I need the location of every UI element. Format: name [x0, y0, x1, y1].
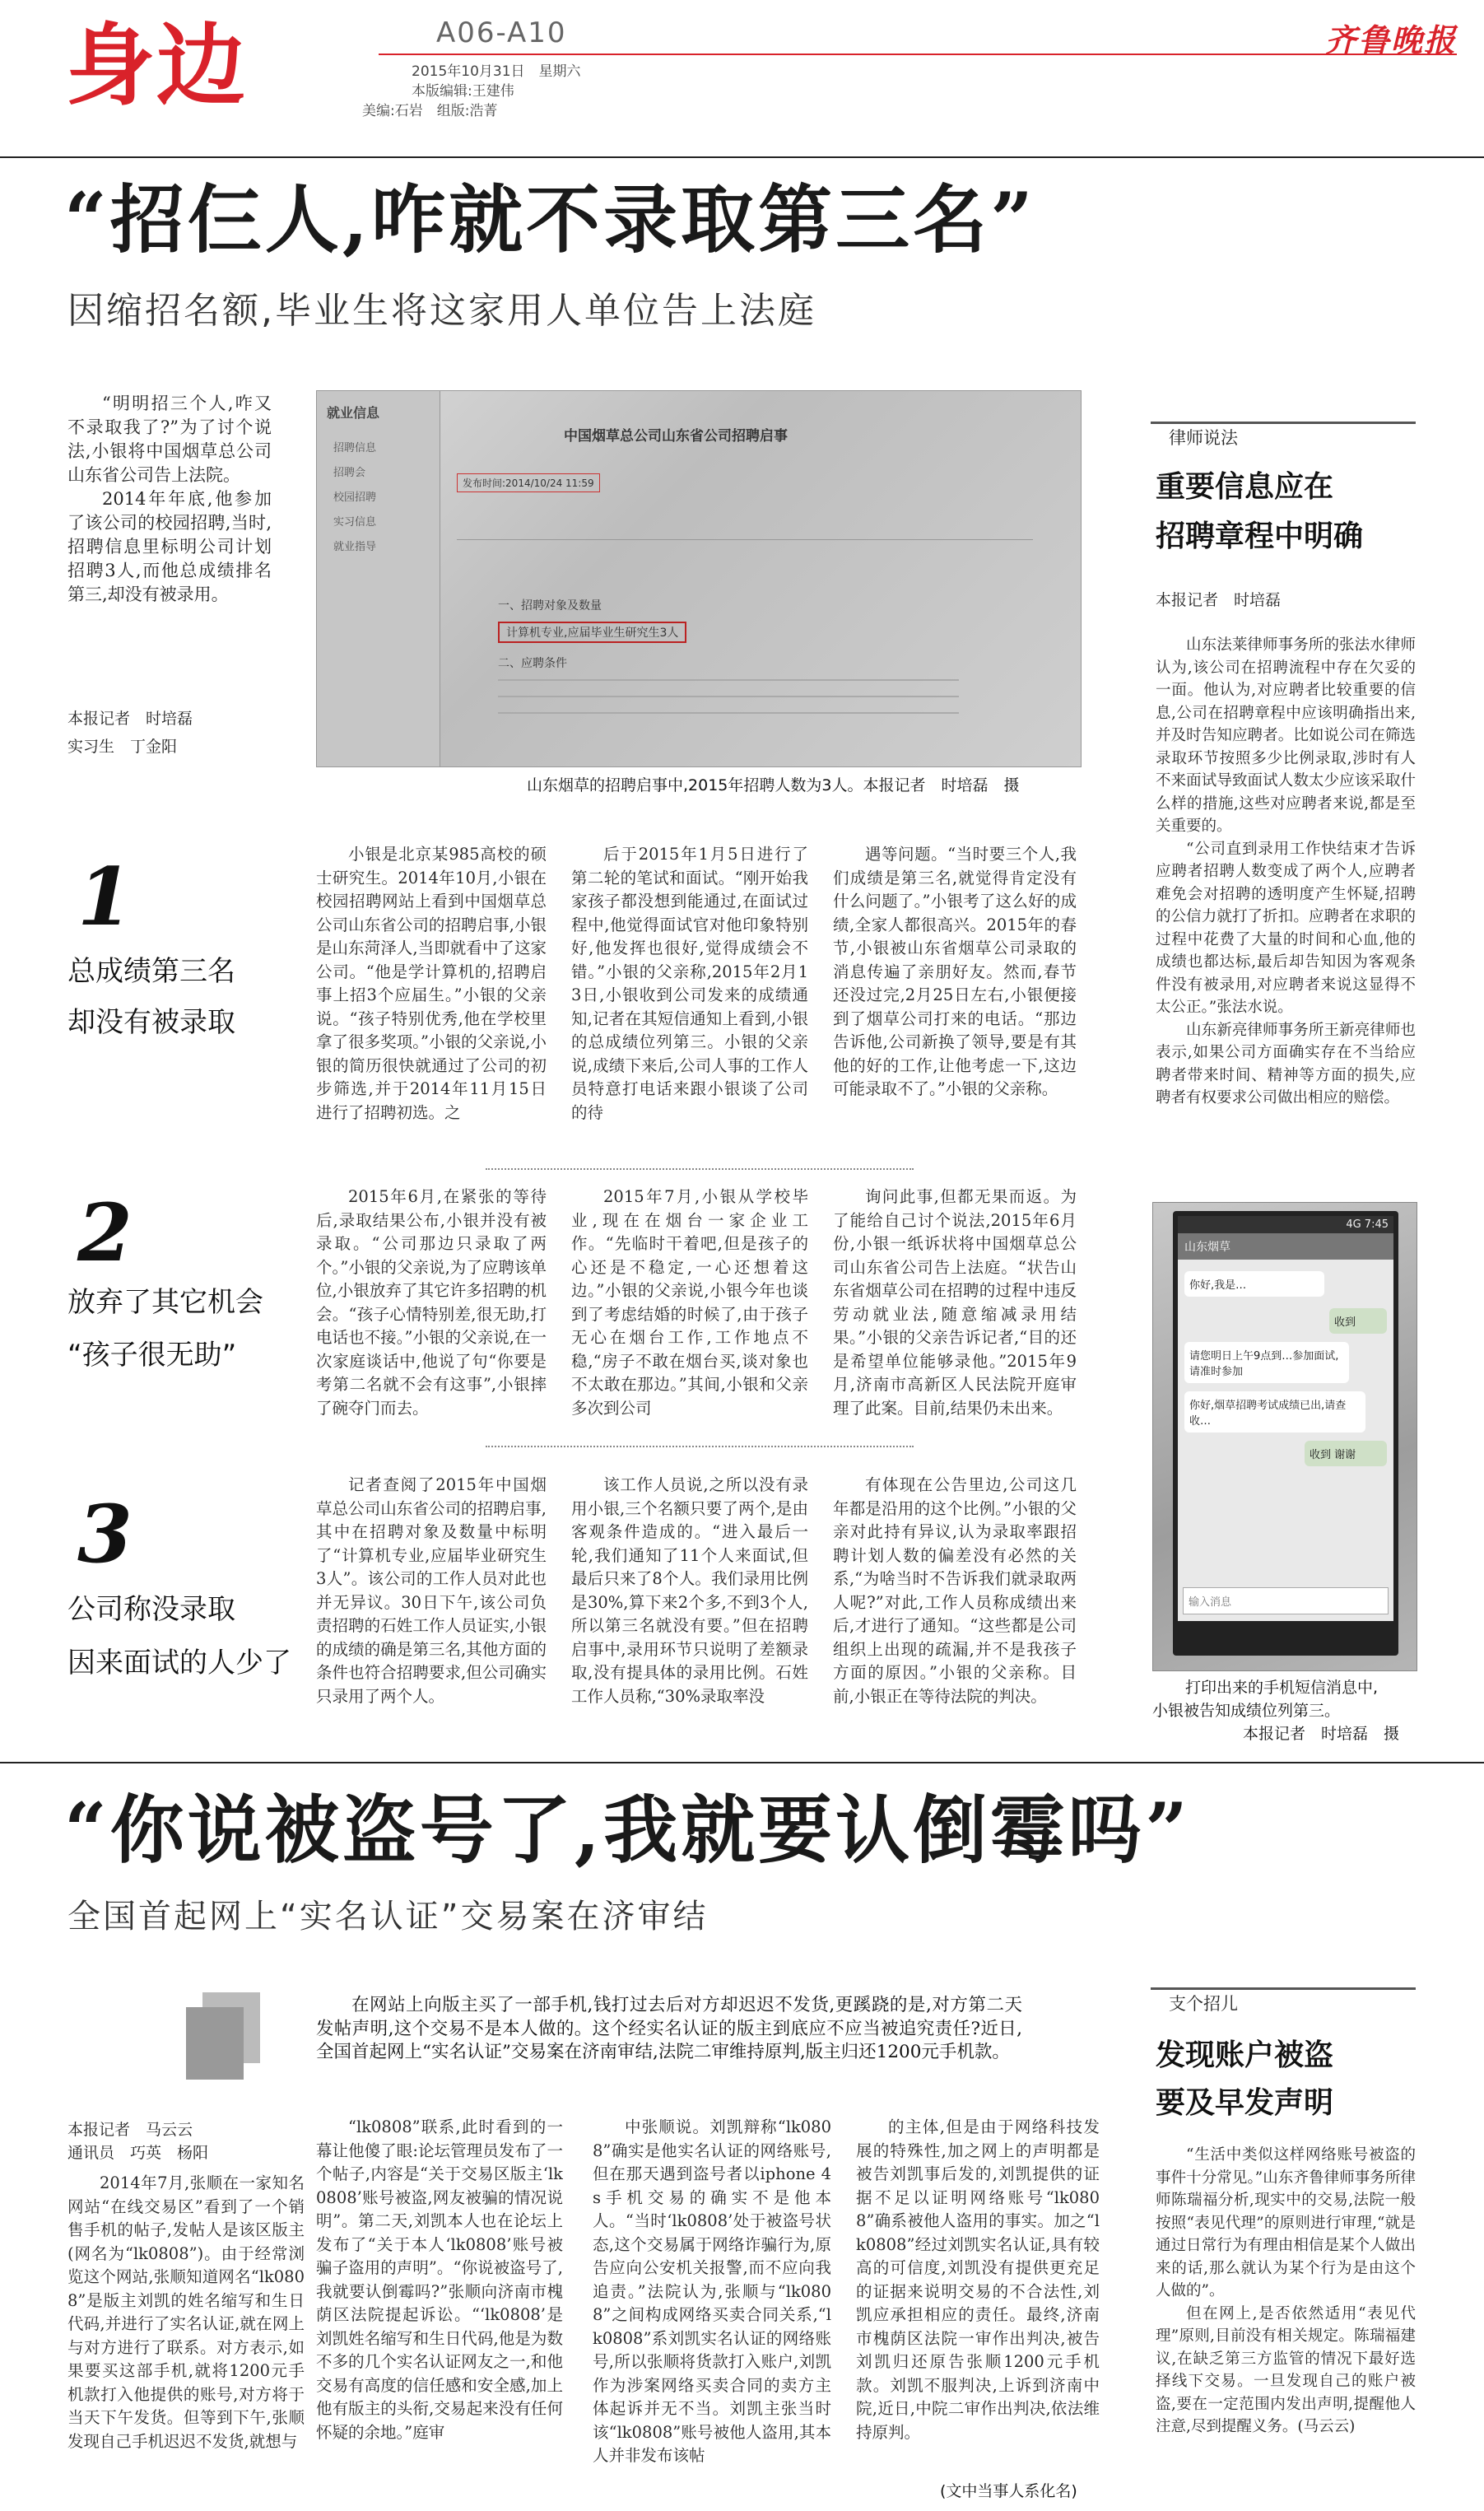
- section-subhead: “孩子很无助”: [67, 1339, 237, 1372]
- sidebar-photo-caption: 打印出来的手机短信消息中,: [1185, 1679, 1379, 1697]
- story1-deck: 因缩招名额,毕业生将这家用人单位告上法庭: [67, 290, 816, 332]
- sms-screenshot-photo: [1152, 1202, 1417, 1671]
- photo-menu-item: 就业指导: [333, 541, 377, 553]
- sms-bubble: 请您明日上午9点到…参加面试,请准时参加: [1184, 1342, 1349, 1383]
- lead-paragraph: “明明招三个人,咋又不录取我了?”为了讨个说法,小银将中国烟草总公司山东省公司告上法院。: [67, 394, 272, 485]
- article-column: 该工作人员说,之所以没有录用小银,三个名额只要了两个,是由客观条件造成的。“进入最后一轮,我们通知了11个人来面试,但最后只来了8个人。我们录用比例是30%,算下来2个多,不到3个人,所以第三名就没有要。”但在招聘启事中,录用环节只说明了差额录取,没有提具体的录用比例。石姓工作人员称,“30%录取率没: [571, 1475, 808, 1706]
- masthead-divider: [0, 156, 1484, 158]
- lead-paragraph: 2014年年底,他参加了该公司的校园招聘,当时,招聘信息里标明公司计划招聘3人,而他总成绩排名第三,却没有被录用。: [67, 489, 272, 604]
- article-column: 2015年6月,在紧张的等待后,录取结果公布,小银并没有被录取。“公司那边只录取了两个。”小银的父亲说,为了应聘该单位,小银放弃了其它许多招聘的机会。“孩子心情特别差,很无助,打电话也不接。”小银的父亲说,在一次家庭谈话中,他说了句“你要是考第二名就不会有这事”,小银摔了碗夺门而去。: [316, 1187, 547, 1418]
- art-credit: 美编:石岩 组版:浩菁: [362, 103, 498, 119]
- story1-byline-intern: 实习生 丁金阳: [67, 738, 178, 756]
- sidebar-photo-credit: 本报记者 时培磊 摄: [1243, 1725, 1400, 1743]
- photo-doc-section: 二、应聘条件: [498, 657, 567, 670]
- editor-credit: 本版编辑:王建伟: [412, 83, 514, 100]
- photo-menu-item: 校园招聘: [333, 491, 377, 504]
- sidebar-title: 招聘章程中明确: [1156, 519, 1364, 553]
- sidebar-title: 要及早发声明: [1156, 2086, 1334, 2120]
- story1-headline: “招仨人,咋就不录取第三名”: [64, 176, 1036, 263]
- story1-photo-caption: 山东烟草的招聘启事中,2015年招聘人数为3人。本报记者 时培磊 摄: [527, 776, 1020, 794]
- sms-bubble: 你好,烟草招聘考试成绩已出,请查收…: [1184, 1391, 1365, 1433]
- sidebar-title: 重要信息应在: [1156, 470, 1334, 504]
- article-column: 2014年7月,张顺在一家知名网站“在线交易区”看到了一个销售手机的帖子,发帖人是该区版主(网名为“lk0808”)。由于经常浏览这个网站,张顺知道网名“lk0808”是版主刘凯的姓名缩写和生日代码,并进行了实名认证,就在网上与对方进行了联系。对方表示,如果要买这部手机,就将1200元手机款打入他提供的账号,对方将于当天下午发货。但等到下午,张顺发现自己手机迟迟不发货,就想与: [67, 2173, 305, 2451]
- article-column: 记者查阅了2015年中国烟草总公司山东省公司的招聘启事,其中在招聘对象及数量中标明了“计算机专业,应届毕业研究生3人”。该公司的工作人员对此也并无异议。30日下午,该公司负责招聘的石姓工作人员证实,小银的成绩的确是第三名,其他方面的条件也符合招聘要求,但公司确实只录用了两个人。: [316, 1475, 547, 1706]
- photo-sidebar: [317, 391, 440, 767]
- article-column: 有体现在公告里边,公司这几年都是沿用的这个比例。”小银的父亲对此持有异议,认为录取率跟招聘计划人数的偏差没有必然的关系,“为啥当时不告诉我们就录取两人呢?”对此,工作人员称成绩出来后,才进行了通知。“这些都是公司组织上出现的疏漏,并不是我孩子方面的原因。”小银的父亲称。目前,小银正在等待法院的判决。: [833, 1475, 1077, 1706]
- article-column: 小银是北京某985高校的硕士研究生。2014年10月,小银在校园招聘网站上看到中国烟草总公司山东省公司的招聘启事,小银是山东菏泽人,当即就看中了这家公司。“他是学计算机的,招聘启事上招3个应届生。”小银的父亲说。“孩子特别优秀,他在学校里拿了很多奖项。”小银的父亲说,小银的简历很快就通过了公司的初步筛选,并于2014年11月15日进行了招聘初选。之: [316, 845, 547, 1122]
- section-number: 1: [77, 850, 133, 943]
- story2-intro: 在网站上向版主买了一部手机,钱打过去后对方却迟迟不发货,更蹊跷的是,对方第二天发帖声明,这个交易不是本人做的。这个经实名认证的版主到底应不应当被追究责任?近日,全国首起网上“实名认证”交易案在济南审结,法院二审维持原判,版主归还1200元手机款。: [316, 1995, 1022, 2062]
- section-divider: [486, 1168, 914, 1170]
- sidebar-photo-caption: 小银被告知成绩位列第三。: [1152, 1702, 1341, 1720]
- section-number: 3: [77, 1488, 133, 1581]
- sidebar-title: 发现账户被盗: [1156, 2038, 1334, 2072]
- section-title: 身边: [66, 15, 248, 118]
- section-subhead: 总成绩第三名: [67, 955, 235, 988]
- article-column: “lk0808”联系,此时看到的一幕让他傻了眼:论坛管理员发布了一个帖子,内容是“关于交易区版主‘lk0808’账号被盗,网友被骗的情况说明”。第二天,刘凯本人也在论坛上发布了“关于本人‘lk0808’账号被骗子盗用的声明”。“你说被盗号了,我就要认倒霉吗?”张顺向济南市槐荫区法院提起诉讼。“‘lk0808’是刘凯姓名缩写和生日代码,他是为数不多的几个实名认证网友之一,和他交易有高度的信任感和安全感,加上他有版主的头衔,交易起来没有任何怀疑的余地。”庭审: [316, 2117, 563, 2442]
- sidebar-body: “生活中类似这样网络账号被盗的事件十分常见。”山东齐鲁律师事务所律师陈瑞福分析,现实中的交易,法院一般按照“表见代理”的原则进行审理,“就是通过日常行为有理由相信是某个人做出来的话,那么就认为某个行为是由这个人做的”。 但在网上,是否依然适用“表见代理”原则,目前没有相关规定。陈瑞福建议,在缺乏第三方监管的情况下最好选择线下交易。一旦发现自己的账户被盗,要在一定范围内发出声明,提醒他人注意,尽到提醒义务。(马云云): [1156, 2146, 1416, 2435]
- photo-menu-item: 招聘信息: [333, 442, 377, 454]
- sidebar-body: 山东法莱律师事务所的张法水律师认为,该公司在招聘流程中存在欠妥的一面。他认为,对应聘者比较重要的信息,公司在招聘章程中应该明确指出来,并及时告知应聘者。比如说公司在筛选录取环节按照多少比例录取,涉时有人不来面试导致面试人数太少应该采取什么样的措施,这些对应聘者来说,都是至关重要的。 “公司直到录用工作快结束才告诉应聘者招聘人数变成了两个人,应聘者难免会对招聘的透明度产生怀疑,招聘的公信力就打了折扣。应聘者在求职的过程中花费了大量的时间和心血,他的成绩也都达标,最后却告知因为客观条件没有被录用,对应聘者来说这显得不太公正。”张法水说。 山东新亮律师事务所王新亮律师也表示,如果公司方面确实存在不当给应聘者带来时间、精神等方面的损失,应聘者有权要求公司做出相应的赔偿。: [1156, 636, 1416, 1106]
- section-number: 2: [77, 1186, 133, 1279]
- sidebar-tag: 支个招儿: [1169, 1994, 1238, 2014]
- section-divider: [486, 1446, 914, 1447]
- photo-menu-item: 招聘会: [333, 467, 366, 479]
- photo-doc-title: 中国烟草总公司山东省公司招聘启事: [564, 428, 788, 445]
- article-column: 后于2015年1月5日进行了第二轮的笔试和面试。“刚开始我家孩子都没想到能通过,在面试过程中,他觉得面试官对他印象特别好,他发挥也很好,觉得成绩会不错。”小银的父亲称,2015年2月13日,小银收到公司发来的成绩通知,记者在其短信通知上看到,小银的总成绩位列第三。小银的父亲说,成绩下来后,公司人事的工作人员特意打电话来跟小银谈了公司的待: [571, 845, 808, 1122]
- story1-byline-reporter: 本报记者 时培磊: [67, 710, 193, 728]
- phone-contact-name: 山东烟草: [1178, 1233, 1393, 1260]
- photo-doc-section: 一、招聘对象及数量: [498, 599, 602, 613]
- article-column: 询问此事,但都无果而返。为了能给自己讨个说法,2015年6月份,小银一纸诉状将中国烟草总公司山东省公司告上法庭。“状告山东省烟草公司在招聘的过程中违反劳动就业法,随意缩减录用结果。”小银的父亲告诉记者,“目的还是希望单位能够录他。”2015年9月,济南市高新区人民法院开庭审理了此案。目前,结果仍未出来。: [833, 1187, 1077, 1418]
- phone-status-bar: 4G 7:45: [1178, 1216, 1393, 1233]
- sms-input: 输入消息: [1183, 1587, 1389, 1614]
- phone-nav-bar: [1178, 1621, 1393, 1651]
- article-column: 遇等问题。“当时要三个人,我们成绩是第三名,就觉得肯定没有什么问题了。”小银考了这么好的成绩,全家人都很高兴。2015年的春节,小银被山东省烟草公司录取的消息传遍了亲朋好友。然而,春节还没过完,2月25日左右,小银便接到了烟草公司打来的电话。“那边告诉他,公司新换了领导,要是有其他的好的工作,让他考虑一下,这边可能录取不了。”小银的父亲称。: [833, 845, 1077, 1098]
- sms-bubble: 收到 谢谢: [1305, 1441, 1387, 1466]
- photo-text-lines: [498, 679, 959, 729]
- newspaper-logo: 齐鲁晚报: [1325, 21, 1458, 58]
- section-subhead: 公司称没录取: [67, 1593, 235, 1626]
- story2-note: (文中当事人系化名): [940, 2482, 1077, 2500]
- recruitment-notice-photo: [316, 390, 1082, 767]
- sidebar-tag: 律师说法: [1169, 428, 1238, 448]
- issue-date: 2015年10月31日 星期六: [412, 63, 581, 80]
- photo-menu-title: 就业信息: [327, 405, 380, 421]
- sms-bubble: 你好,我是…: [1184, 1271, 1324, 1297]
- photo-highlighted-line: 计算机专业,应届毕业生研究生3人: [498, 622, 686, 643]
- section-subhead: 因来面试的人少了: [67, 1647, 291, 1679]
- article-column: 中张顺说。刘凯辩称“lk0808”确实是他实名认证的网络账号,但在那天遇到盗号者以iphone 4s手机交易的确实不是他本人。“当时‘lk0808’处于被盗号状态,这个交易属于网络诈骗行为,原告应向公安机关报警,而不应向我追责。”法院认为,张顺与“lk0808”之间构成网络买卖合同关系,“lk0808”系刘凯实名认证的网络账号,所以张顺将货款打入账户,刘凯作为涉案网络买卖合同的卖方主体起诉并无不当。刘凯主张当时该“lk0808”账号被他人盗用,其本人并非发布该帖: [593, 2117, 831, 2465]
- article-column: 2015年7月,小银从学校毕业,现在在烟台一家企业工作。“先临时干着吧,但是孩子的心还是不稳定,一心还想着这边。”小银的父亲说,小银今年也谈到了考虑结婚的时候了,由于孩子无心在烟台工作,工作地点不稳,“房子不敢在烟台买,谈对象也不太敢在那边。”其间,小银和父亲多次到公司: [571, 1187, 808, 1418]
- story2-deck: 全国首起网上“实名认证”交易案在济审结: [67, 1898, 709, 1936]
- story2-byline-reporter: 本报记者 马云云: [67, 2121, 193, 2139]
- photo-doc-date: 发布时间:2014/10/24 11:59: [457, 473, 600, 492]
- sidebar-byline: 本报记者 时培磊: [1156, 591, 1282, 609]
- story1-lead: [67, 392, 272, 607]
- sidebar-rule: [1151, 1987, 1416, 1990]
- masthead-rule: [379, 54, 1457, 55]
- document-stack-icon: [186, 1992, 262, 2080]
- story2-headline: “你说被盗号了,我就要认倒霉吗”: [64, 1787, 1191, 1874]
- story-divider: [0, 1762, 1484, 1763]
- section-subhead: 却没有被录取: [67, 1006, 235, 1039]
- photo-menu-item: 实习信息: [333, 516, 377, 529]
- story2-byline-correspondents: 通讯员 巧英 杨阳: [67, 2144, 209, 2162]
- phone-screen: [1173, 1211, 1398, 1656]
- sidebar-rule: [1151, 422, 1416, 424]
- section-subhead: 放弃了其它机会: [67, 1286, 263, 1319]
- article-column: 的主体,但是由于网络科技发展的特殊性,加之网上的声明都是被告刘凯事后发的,刘凯提供的证据不足以证明网络账号“lk0808”确系被他人盗用的事实。加之“lk0808”经过刘凯实名认证,具有较高的可信度,刘凯没有提供更充足的证据来说明交易的不合法性,刘凯应承担相应的责任。最终,济南市槐荫区法院一审作出判决,被告刘凯归还原告张顺1200元手机款。刘凯不服判决,上诉到济南中院,近日,中院二审作出判决,依法维持原判。: [856, 2117, 1100, 2442]
- page-range: A06-A10: [436, 16, 567, 49]
- sms-bubble: 收到: [1329, 1308, 1387, 1334]
